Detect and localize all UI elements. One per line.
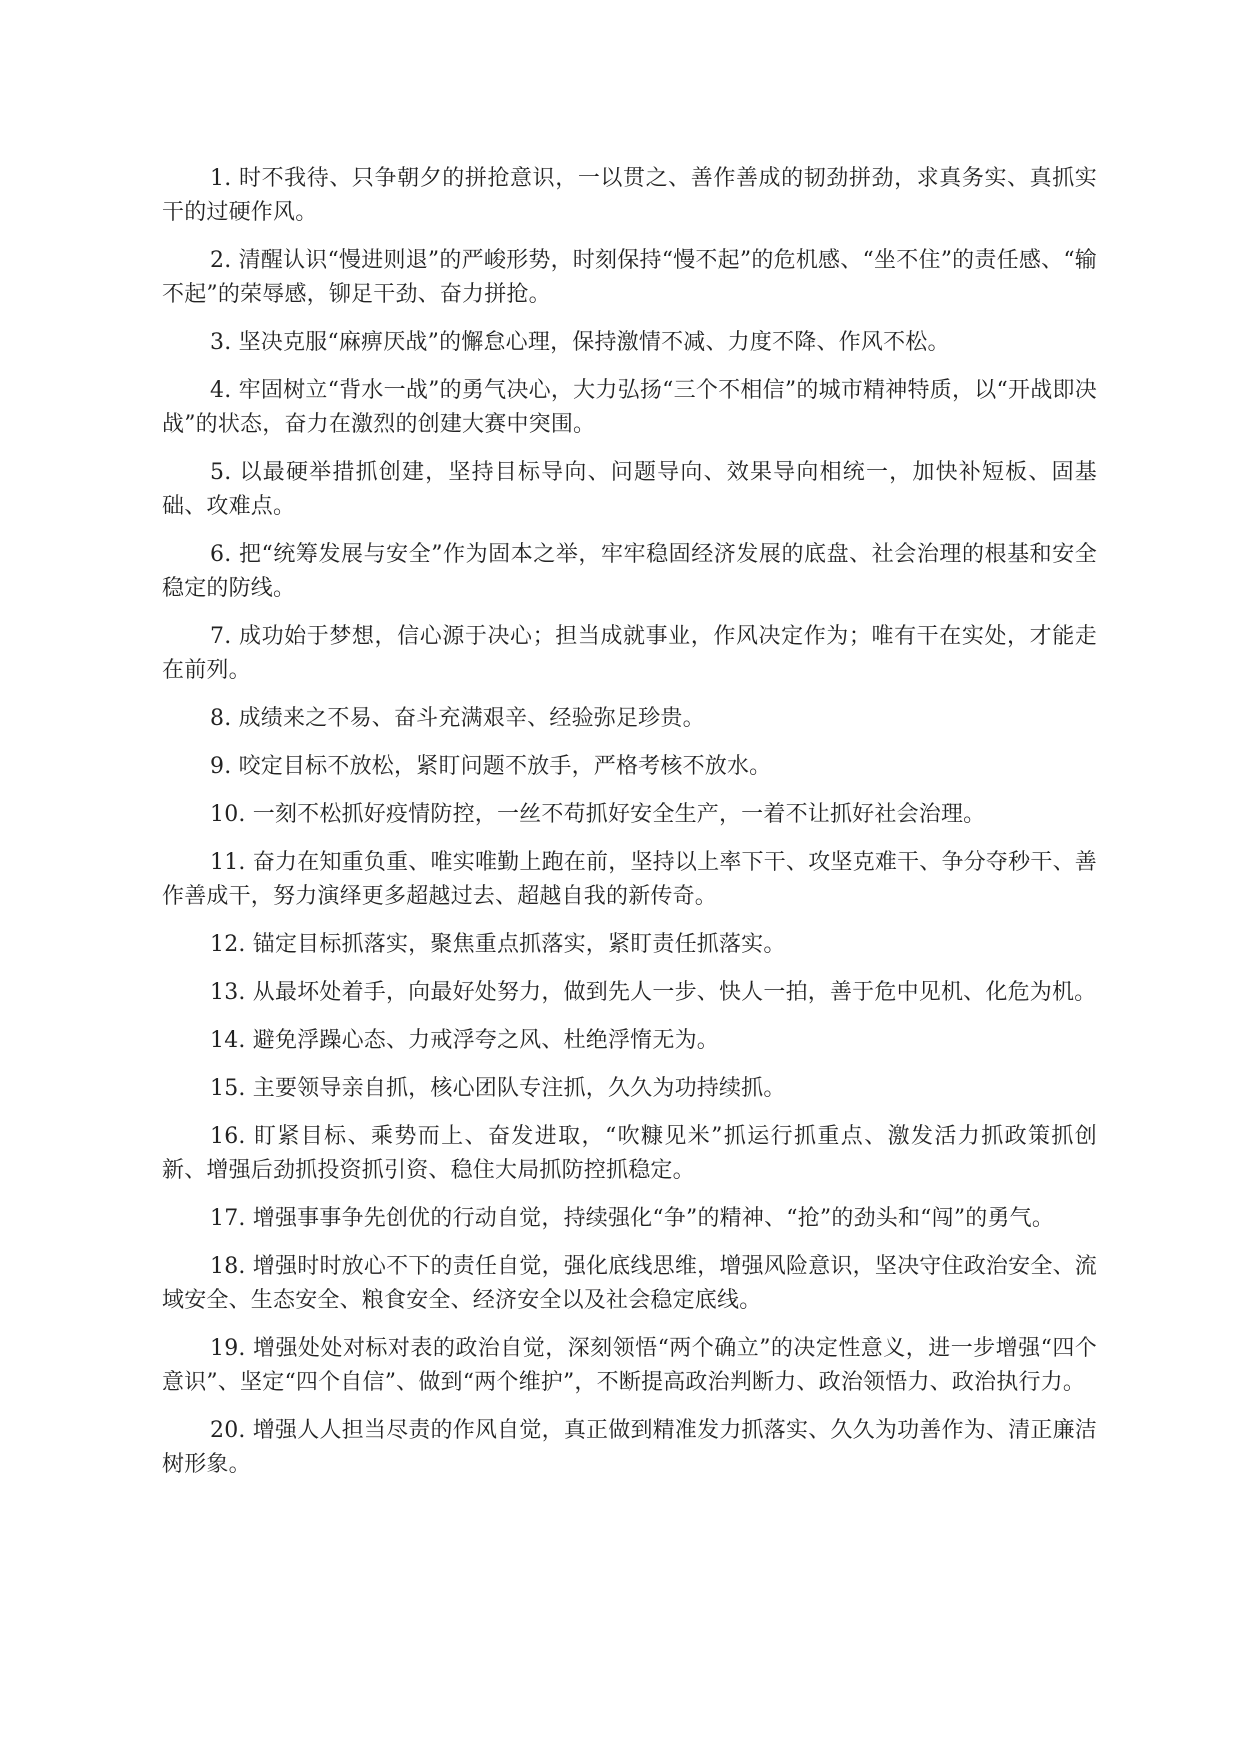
list-item-18: 18. 增强时时放心不下的责任自觉，强化底线思维，增强风险意识，坚决守住政治安全、流域安全、生态安全、粮食安全、经济安全以及社会稳定底线。 <box>162 1254 1097 1313</box>
document-page <box>162 162 1097 1496</box>
list-item-3: 3. 坚决克服“麻痹厌战”的懈怠心理，保持激情不减、力度不降、作风不松。 <box>210 330 950 355</box>
list-item-6: 6. 把“统筹发展与安全”作为固本之举，牢牢稳固经济发展的底盘、社会治理的根基和安全稳定的防线。 <box>162 542 1097 601</box>
list-item-5: 5. 以最硬举措抓创建，坚持目标导向、问题导向、效果导向相统一，加快补短板、固基础、攻难点。 <box>162 460 1097 519</box>
list-item-13: 13. 从最坏处着手，向最好处努力，做到先人一步、快人一拍，善于危中见机、化危为机。 <box>210 980 1097 1005</box>
list-item-2: 2. 清醒认识“慢进则退”的严峻形势，时刻保持“慢不起”的危机感、“坐不住”的责任感、“输不起”的荣辱感，铆足干劲、奋力拼抢。 <box>162 248 1097 307</box>
list-item-10: 10. 一刻不松抓好疫情防控，一丝不苟抓好安全生产，一着不让抓好社会治理。 <box>210 802 986 827</box>
list-item-19: 19. 增强处处对标对表的政治自觉，深刻领悟“两个确立”的决定性意义，进一步增强“四个意识”、坚定“四个自信”、做到“两个维护”，不断提高政治判断力、政治领悟力、政治执行力。 <box>162 1336 1097 1395</box>
list-item-11: 11. 奋力在知重负重、唯实唯勤上跑在前，坚持以上率下干、攻坚克难干、争分夺秒干、善作善成干，努力演绎更多超越过去、超越自我的新传奇。 <box>162 850 1097 909</box>
list-item-4: 4. 牢固树立“背水一战”的勇气决心，大力弘扬“三个不相信”的城市精神特质，以“开战即决战”的状态，奋力在激烈的创建大赛中突围。 <box>162 378 1097 437</box>
list-item-20: 20. 增强人人担当尽责的作风自觉，真正做到精准发力抓落实、久久为功善作为、清正廉洁树形象。 <box>162 1418 1097 1477</box>
list-item-9: 9. 咬定目标不放松，紧盯问题不放手，严格考核不放水。 <box>210 754 772 779</box>
list-item-7: 7. 成功始于梦想，信心源于决心；担当成就事业，作风决定作为；唯有干在实处，才能走在前列。 <box>162 624 1097 683</box>
list-item-16: 16. 盯紧目标、乘势而上、奋发进取，“吹糠见米”抓运行抓重点、激发活力抓政策抓创新、增强后劲抓投资抓引资、稳住大局抓防控抓稳定。 <box>162 1124 1097 1183</box>
list-item-8: 8. 成绩来之不易、奋斗充满艰辛、经验弥足珍贵。 <box>210 706 705 731</box>
list-item-17: 17. 增强事事争先创优的行动自觉，持续强化“争”的精神、“抢”的劲头和“闯”的勇气。 <box>210 1206 1055 1231</box>
list-item-1: 1. 时不我待、只争朝夕的拼抢意识，一以贯之、善作善成的韧劲拼劲，求真务实、真抓实干的过硬作风。 <box>162 166 1097 225</box>
list-item-14: 14. 避免浮躁心态、力戒浮夸之风、杜绝浮惰无为。 <box>210 1028 719 1053</box>
list-item-12: 12. 锚定目标抓落实，聚焦重点抓落实，紧盯责任抓落实。 <box>210 932 786 957</box>
list-item-15: 15. 主要领导亲自抓，核心团队专注抓，久久为功持续抓。 <box>210 1076 786 1101</box>
